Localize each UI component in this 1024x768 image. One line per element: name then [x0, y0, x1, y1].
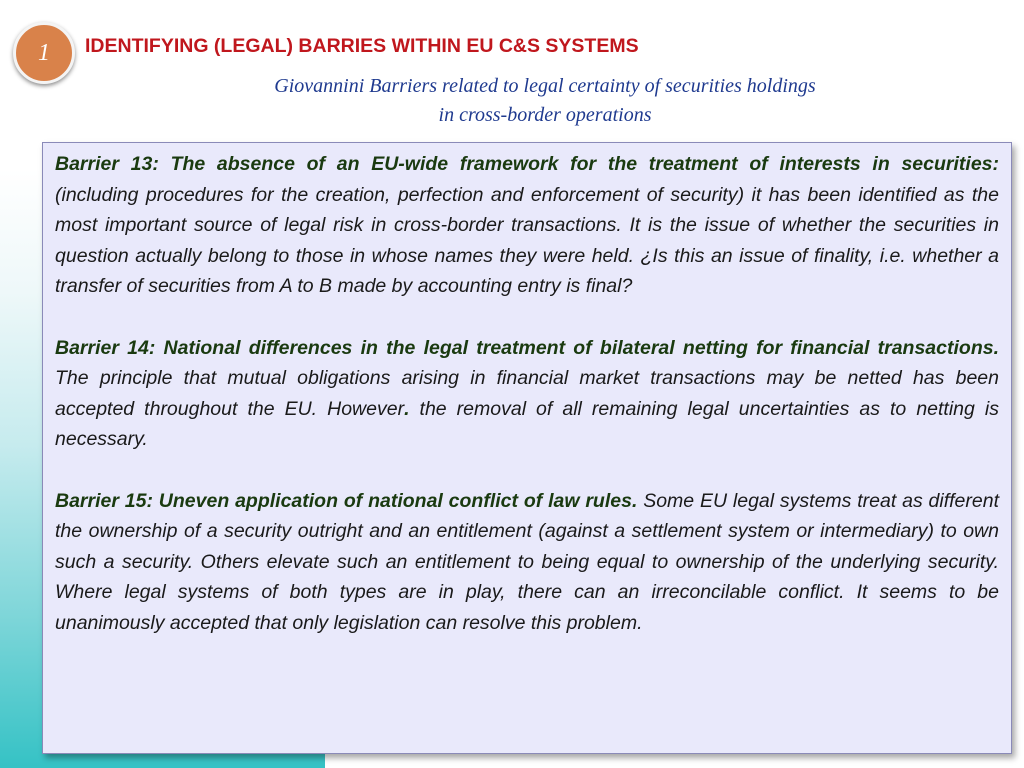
slide-title: IDENTIFYING (LEGAL) BARRIES WITHIN EU C&S SYSTEMS	[85, 35, 639, 57]
slide-subtitle	[150, 72, 940, 130]
subtitle-line-1: Giovannini Barriers related to legal certainty of securities holdings	[274, 75, 816, 97]
barrier-14-paragraph	[55, 333, 999, 455]
barrier-13-text: (including procedures for the creation, perfection and enforcement of security) it has been identified as the most important source of legal risk in cross-border transactions. It is the issue of whether the securities in question actually belong to those in whose names they were held. ¿Is this an issue of finality, i.e. whether a transfer of securities from A to B made by accounting entry is final?	[55, 183, 999, 298]
barrier-15-paragraph	[55, 486, 999, 639]
barrier-14-text-continued: the removal of all remaining legal uncertainties as to netting is necessary.	[55, 397, 999, 451]
subtitle-line-2: in cross-border operations	[438, 104, 652, 126]
barrier-15-heading: Barrier 15: Uneven application of national conflict of law rules.	[55, 489, 638, 512]
slide-number-badge	[13, 22, 75, 84]
barrier-14-heading: Barrier 14: National differences in the legal treatment of bilateral netting for financial transactions.	[55, 336, 999, 359]
content-box	[42, 142, 1012, 754]
barrier-14-emphasis: .	[404, 397, 410, 420]
slide-number: 1	[38, 39, 50, 66]
barrier-14-text: The principle that mutual obligations arising in financial market transactions may be netted has been accepted throughout the EU. However	[55, 367, 999, 420]
barrier-13-heading: Barrier 13: The absence of an EU-wide framework for the treatment of interests in securities:	[55, 153, 999, 175]
barrier-13-paragraph	[55, 149, 999, 302]
barrier-15-text: Some EU legal systems treat as different the ownership of a security outright and an entitlement (against a settlement system or intermediary) to own such a security. Others elevate such an entitlement to being equal to ownership of the underlying security. Where legal systems of both types are in play, there can an irreconcilable conflict. It seems to be unanimously accepted that only legislation can resolve this problem.	[55, 489, 999, 634]
